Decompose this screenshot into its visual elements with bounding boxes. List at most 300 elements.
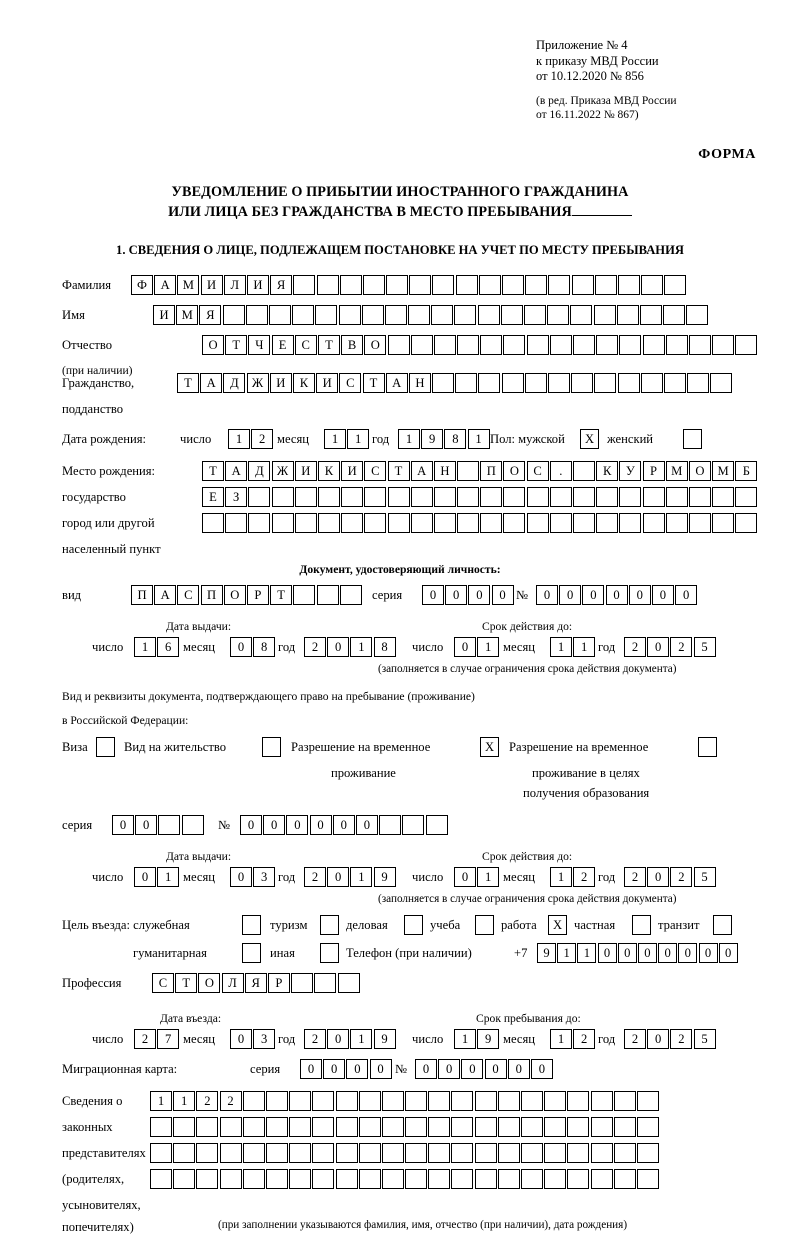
- char-cell[interactable]: [382, 1169, 404, 1189]
- char-cell[interactable]: [220, 1117, 242, 1137]
- char-cell[interactable]: [457, 335, 479, 355]
- char-cell[interactable]: [735, 335, 757, 355]
- char-cell[interactable]: 1: [550, 637, 572, 657]
- profession-boxes[interactable]: [152, 973, 361, 993]
- char-cell[interactable]: [386, 275, 408, 295]
- char-cell[interactable]: Н: [409, 373, 431, 393]
- char-cell[interactable]: [475, 1169, 497, 1189]
- char-cell[interactable]: Т: [202, 461, 224, 481]
- char-cell[interactable]: Р: [247, 585, 269, 605]
- char-cell[interactable]: [641, 275, 663, 295]
- char-cell[interactable]: 0: [370, 1059, 392, 1079]
- phone-boxes[interactable]: [537, 943, 739, 963]
- char-cell[interactable]: [544, 1169, 566, 1189]
- char-cell[interactable]: 8: [253, 637, 275, 657]
- char-cell[interactable]: [619, 335, 641, 355]
- doc-series-boxes[interactable]: [422, 585, 515, 605]
- char-cell[interactable]: [359, 1091, 381, 1111]
- char-cell[interactable]: [434, 513, 456, 533]
- char-cell[interactable]: 1: [477, 637, 499, 657]
- char-cell[interactable]: [573, 487, 595, 507]
- char-cell[interactable]: 1: [173, 1091, 195, 1111]
- char-cell[interactable]: [594, 373, 616, 393]
- char-cell[interactable]: [341, 513, 363, 533]
- char-cell[interactable]: [314, 973, 336, 993]
- char-cell[interactable]: О: [689, 461, 711, 481]
- char-cell[interactable]: [480, 487, 502, 507]
- purpose-business-checkbox[interactable]: [404, 915, 423, 935]
- char-cell[interactable]: М: [666, 461, 688, 481]
- purpose-private-checkbox[interactable]: [632, 915, 651, 935]
- char-cell[interactable]: [457, 513, 479, 533]
- char-cell[interactable]: 5: [694, 867, 716, 887]
- char-cell[interactable]: П: [480, 461, 502, 481]
- char-cell[interactable]: [266, 1091, 288, 1111]
- char-cell[interactable]: [202, 513, 224, 533]
- char-cell[interactable]: [457, 461, 479, 481]
- char-cell[interactable]: И: [201, 275, 223, 295]
- char-cell[interactable]: [312, 1117, 334, 1137]
- char-cell[interactable]: 0: [461, 1059, 483, 1079]
- char-cell[interactable]: [405, 1169, 427, 1189]
- permit-issue-month-boxes[interactable]: [230, 867, 276, 887]
- char-cell[interactable]: [428, 1169, 450, 1189]
- char-cell[interactable]: Р: [268, 973, 290, 993]
- char-cell[interactable]: Л: [222, 973, 244, 993]
- char-cell[interactable]: [225, 513, 247, 533]
- char-cell[interactable]: 1: [134, 637, 156, 657]
- char-cell[interactable]: С: [364, 461, 386, 481]
- char-cell[interactable]: [591, 1169, 613, 1189]
- doc-issue-month-boxes[interactable]: [230, 637, 276, 657]
- char-cell[interactable]: [289, 1143, 311, 1163]
- char-cell[interactable]: 1: [350, 637, 372, 657]
- citizenship-boxes[interactable]: [177, 373, 734, 393]
- char-cell[interactable]: 0: [327, 867, 349, 887]
- char-cell[interactable]: [689, 487, 711, 507]
- char-cell[interactable]: [480, 513, 502, 533]
- char-cell[interactable]: [521, 1117, 543, 1137]
- char-cell[interactable]: [550, 335, 572, 355]
- char-cell[interactable]: [478, 373, 500, 393]
- char-cell[interactable]: 1: [454, 1029, 476, 1049]
- char-cell[interactable]: А: [154, 585, 176, 605]
- char-cell[interactable]: П: [201, 585, 223, 605]
- char-cell[interactable]: [196, 1117, 218, 1137]
- char-cell[interactable]: [710, 373, 732, 393]
- char-cell[interactable]: 0: [678, 943, 697, 963]
- char-cell[interactable]: [596, 335, 618, 355]
- char-cell[interactable]: 2: [573, 1029, 595, 1049]
- char-cell[interactable]: 2: [624, 1029, 646, 1049]
- legal-rep-boxes-row4[interactable]: [150, 1169, 660, 1189]
- char-cell[interactable]: 0: [647, 637, 669, 657]
- char-cell[interactable]: 0: [230, 1029, 252, 1049]
- char-cell[interactable]: [336, 1143, 358, 1163]
- char-cell[interactable]: [735, 513, 757, 533]
- char-cell[interactable]: [666, 487, 688, 507]
- char-cell[interactable]: [479, 275, 501, 295]
- char-cell[interactable]: Е: [202, 487, 224, 507]
- char-cell[interactable]: [475, 1117, 497, 1137]
- doc-issue-day-boxes[interactable]: [134, 637, 180, 657]
- char-cell[interactable]: [735, 487, 757, 507]
- char-cell[interactable]: [457, 487, 479, 507]
- permit-issue-year-boxes[interactable]: [304, 867, 397, 887]
- char-cell[interactable]: 0: [719, 943, 738, 963]
- char-cell[interactable]: .: [550, 461, 572, 481]
- purpose-official-checkbox[interactable]: [242, 915, 261, 935]
- temp-residence-edu-checkbox[interactable]: [698, 737, 717, 757]
- char-cell[interactable]: [295, 513, 317, 533]
- char-cell[interactable]: 0: [415, 1059, 437, 1079]
- char-cell[interactable]: [312, 1169, 334, 1189]
- char-cell[interactable]: [498, 1169, 520, 1189]
- char-cell[interactable]: [220, 1169, 242, 1189]
- char-cell[interactable]: [339, 305, 361, 325]
- char-cell[interactable]: А: [200, 373, 222, 393]
- char-cell[interactable]: [289, 1117, 311, 1137]
- char-cell[interactable]: [527, 513, 549, 533]
- char-cell[interactable]: [498, 1091, 520, 1111]
- char-cell[interactable]: [243, 1169, 265, 1189]
- char-cell[interactable]: О: [198, 973, 220, 993]
- char-cell[interactable]: 2: [573, 867, 595, 887]
- char-cell[interactable]: [619, 487, 641, 507]
- char-cell[interactable]: [503, 335, 525, 355]
- char-cell[interactable]: [617, 305, 639, 325]
- char-cell[interactable]: [340, 275, 362, 295]
- char-cell[interactable]: 0: [346, 1059, 368, 1079]
- char-cell[interactable]: 0: [263, 815, 285, 835]
- char-cell[interactable]: [402, 815, 424, 835]
- char-cell[interactable]: У: [619, 461, 641, 481]
- char-cell[interactable]: [501, 305, 523, 325]
- char-cell[interactable]: 9: [374, 1029, 396, 1049]
- char-cell[interactable]: [243, 1143, 265, 1163]
- char-cell[interactable]: [150, 1169, 172, 1189]
- char-cell[interactable]: [388, 513, 410, 533]
- permit-valid-day-boxes[interactable]: [454, 867, 500, 887]
- char-cell[interactable]: [405, 1117, 427, 1137]
- char-cell[interactable]: 2: [670, 637, 692, 657]
- stay-month-boxes[interactable]: [550, 1029, 596, 1049]
- char-cell[interactable]: [527, 487, 549, 507]
- char-cell[interactable]: [173, 1169, 195, 1189]
- temp-residence-checkbox[interactable]: X: [480, 737, 499, 757]
- purpose-tourism-checkbox[interactable]: [320, 915, 339, 935]
- char-cell[interactable]: [502, 275, 524, 295]
- char-cell[interactable]: О: [364, 335, 386, 355]
- char-cell[interactable]: [502, 373, 524, 393]
- char-cell[interactable]: [266, 1143, 288, 1163]
- char-cell[interactable]: 0: [492, 585, 514, 605]
- char-cell[interactable]: [382, 1143, 404, 1163]
- purpose-other-checkbox[interactable]: [320, 943, 339, 963]
- char-cell[interactable]: [456, 275, 478, 295]
- char-cell[interactable]: 1: [550, 1029, 572, 1049]
- char-cell[interactable]: [712, 335, 734, 355]
- char-cell[interactable]: [478, 305, 500, 325]
- char-cell[interactable]: 0: [333, 815, 355, 835]
- char-cell[interactable]: 0: [445, 585, 467, 605]
- char-cell[interactable]: [614, 1143, 636, 1163]
- birth-state-boxes[interactable]: [202, 461, 759, 481]
- char-cell[interactable]: З: [225, 487, 247, 507]
- char-cell[interactable]: 0: [606, 585, 628, 605]
- char-cell[interactable]: [411, 487, 433, 507]
- char-cell[interactable]: Т: [225, 335, 247, 355]
- char-cell[interactable]: 2: [304, 867, 326, 887]
- char-cell[interactable]: [570, 305, 592, 325]
- char-cell[interactable]: [503, 513, 525, 533]
- char-cell[interactable]: Ф: [131, 275, 153, 295]
- char-cell[interactable]: 0: [300, 1059, 322, 1079]
- char-cell[interactable]: Я: [245, 973, 267, 993]
- char-cell[interactable]: 3: [253, 867, 275, 887]
- char-cell[interactable]: [454, 305, 476, 325]
- char-cell[interactable]: 1: [150, 1091, 172, 1111]
- char-cell[interactable]: [428, 1091, 450, 1111]
- char-cell[interactable]: Т: [270, 585, 292, 605]
- char-cell[interactable]: [388, 335, 410, 355]
- char-cell[interactable]: [567, 1117, 589, 1137]
- char-cell[interactable]: [382, 1091, 404, 1111]
- char-cell[interactable]: О: [224, 585, 246, 605]
- char-cell[interactable]: [432, 275, 454, 295]
- char-cell[interactable]: 0: [438, 1059, 460, 1079]
- char-cell[interactable]: [619, 513, 641, 533]
- legal-rep-boxes-row1[interactable]: [150, 1091, 660, 1111]
- char-cell[interactable]: [150, 1143, 172, 1163]
- char-cell[interactable]: 0: [652, 585, 674, 605]
- visa-checkbox[interactable]: [96, 737, 115, 757]
- char-cell[interactable]: [591, 1143, 613, 1163]
- birth-year-boxes[interactable]: [398, 429, 491, 449]
- char-cell[interactable]: 2: [670, 1029, 692, 1049]
- char-cell[interactable]: 1: [573, 637, 595, 657]
- char-cell[interactable]: [544, 1091, 566, 1111]
- char-cell[interactable]: [338, 973, 360, 993]
- char-cell[interactable]: [527, 335, 549, 355]
- char-cell[interactable]: 0: [531, 1059, 553, 1079]
- char-cell[interactable]: 0: [230, 867, 252, 887]
- char-cell[interactable]: [686, 305, 708, 325]
- char-cell[interactable]: 0: [135, 815, 157, 835]
- char-cell[interactable]: 0: [454, 867, 476, 887]
- char-cell[interactable]: [666, 335, 688, 355]
- char-cell[interactable]: [689, 513, 711, 533]
- char-cell[interactable]: [521, 1091, 543, 1111]
- char-cell[interactable]: [428, 1117, 450, 1137]
- char-cell[interactable]: [451, 1117, 473, 1137]
- birth-city-boxes[interactable]: [202, 487, 759, 507]
- char-cell[interactable]: 0: [582, 585, 604, 605]
- char-cell[interactable]: [594, 305, 616, 325]
- sex-male-checkbox[interactable]: X: [580, 429, 599, 449]
- sex-female-checkbox[interactable]: [683, 429, 702, 449]
- char-cell[interactable]: [550, 487, 572, 507]
- char-cell[interactable]: [266, 1117, 288, 1137]
- char-cell[interactable]: [173, 1143, 195, 1163]
- char-cell[interactable]: [434, 487, 456, 507]
- char-cell[interactable]: 8: [374, 637, 396, 657]
- char-cell[interactable]: М: [177, 275, 199, 295]
- char-cell[interactable]: [573, 461, 595, 481]
- char-cell[interactable]: [451, 1091, 473, 1111]
- patronymic-boxes[interactable]: [202, 335, 759, 355]
- char-cell[interactable]: К: [318, 461, 340, 481]
- stay-year-boxes[interactable]: [624, 1029, 717, 1049]
- char-cell[interactable]: 2: [134, 1029, 156, 1049]
- char-cell[interactable]: [666, 513, 688, 533]
- char-cell[interactable]: 1: [477, 867, 499, 887]
- char-cell[interactable]: 0: [468, 585, 490, 605]
- char-cell[interactable]: Д: [248, 461, 270, 481]
- char-cell[interactable]: М: [176, 305, 198, 325]
- char-cell[interactable]: Я: [270, 275, 292, 295]
- char-cell[interactable]: [317, 585, 339, 605]
- char-cell[interactable]: [405, 1143, 427, 1163]
- char-cell[interactable]: [243, 1091, 265, 1111]
- char-cell[interactable]: 5: [694, 1029, 716, 1049]
- char-cell[interactable]: [379, 815, 401, 835]
- char-cell[interactable]: [248, 513, 270, 533]
- char-cell[interactable]: [618, 275, 640, 295]
- char-cell[interactable]: 7: [157, 1029, 179, 1049]
- char-cell[interactable]: [364, 513, 386, 533]
- char-cell[interactable]: [385, 305, 407, 325]
- char-cell[interactable]: 9: [477, 1029, 499, 1049]
- char-cell[interactable]: 0: [638, 943, 657, 963]
- char-cell[interactable]: [173, 1117, 195, 1137]
- char-cell[interactable]: 1: [577, 943, 596, 963]
- char-cell[interactable]: [550, 513, 572, 533]
- char-cell[interactable]: [317, 275, 339, 295]
- char-cell[interactable]: [434, 335, 456, 355]
- char-cell[interactable]: 0: [310, 815, 332, 835]
- char-cell[interactable]: 0: [134, 867, 156, 887]
- doc-valid-year-boxes[interactable]: [624, 637, 717, 657]
- char-cell[interactable]: [359, 1169, 381, 1189]
- char-cell[interactable]: Б: [735, 461, 757, 481]
- char-cell[interactable]: [567, 1091, 589, 1111]
- char-cell[interactable]: [315, 305, 337, 325]
- char-cell[interactable]: Д: [223, 373, 245, 393]
- char-cell[interactable]: [637, 1117, 659, 1137]
- char-cell[interactable]: М: [712, 461, 734, 481]
- char-cell[interactable]: [567, 1143, 589, 1163]
- char-cell[interactable]: 0: [230, 637, 252, 657]
- char-cell[interactable]: [292, 305, 314, 325]
- char-cell[interactable]: 0: [618, 943, 637, 963]
- char-cell[interactable]: 1: [550, 867, 572, 887]
- char-cell[interactable]: [293, 275, 315, 295]
- char-cell[interactable]: [196, 1169, 218, 1189]
- char-cell[interactable]: [637, 1169, 659, 1189]
- char-cell[interactable]: [451, 1169, 473, 1189]
- char-cell[interactable]: [498, 1117, 520, 1137]
- char-cell[interactable]: [595, 275, 617, 295]
- char-cell[interactable]: С: [152, 973, 174, 993]
- char-cell[interactable]: [572, 275, 594, 295]
- char-cell[interactable]: 0: [559, 585, 581, 605]
- char-cell[interactable]: 2: [624, 867, 646, 887]
- char-cell[interactable]: [596, 487, 618, 507]
- char-cell[interactable]: Т: [175, 973, 197, 993]
- char-cell[interactable]: [475, 1143, 497, 1163]
- char-cell[interactable]: [498, 1143, 520, 1163]
- char-cell[interactable]: [289, 1091, 311, 1111]
- birth-month-boxes[interactable]: [324, 429, 370, 449]
- char-cell[interactable]: С: [527, 461, 549, 481]
- entry-day-boxes[interactable]: [134, 1029, 180, 1049]
- entry-month-boxes[interactable]: [230, 1029, 276, 1049]
- char-cell[interactable]: 0: [508, 1059, 530, 1079]
- birth-city-boxes-row2[interactable]: [202, 513, 759, 533]
- char-cell[interactable]: [503, 487, 525, 507]
- char-cell[interactable]: [641, 373, 663, 393]
- char-cell[interactable]: 0: [323, 1059, 345, 1079]
- purpose-transit-checkbox[interactable]: [713, 915, 732, 935]
- char-cell[interactable]: [689, 335, 711, 355]
- char-cell[interactable]: 1: [228, 429, 250, 449]
- permit-number-boxes[interactable]: [240, 815, 449, 835]
- permit-valid-year-boxes[interactable]: [624, 867, 717, 887]
- char-cell[interactable]: 0: [112, 815, 134, 835]
- char-cell[interactable]: [341, 487, 363, 507]
- char-cell[interactable]: [614, 1117, 636, 1137]
- char-cell[interactable]: [248, 487, 270, 507]
- char-cell[interactable]: [712, 487, 734, 507]
- char-cell[interactable]: [432, 373, 454, 393]
- char-cell[interactable]: С: [177, 585, 199, 605]
- char-cell[interactable]: Ж: [247, 373, 269, 393]
- char-cell[interactable]: 1: [324, 429, 346, 449]
- char-cell[interactable]: [614, 1169, 636, 1189]
- char-cell[interactable]: [687, 373, 709, 393]
- doc-number-boxes[interactable]: [536, 585, 698, 605]
- permit-series-boxes[interactable]: [112, 815, 205, 835]
- char-cell[interactable]: 1: [468, 429, 490, 449]
- char-cell[interactable]: О: [202, 335, 224, 355]
- char-cell[interactable]: Т: [318, 335, 340, 355]
- char-cell[interactable]: Я: [199, 305, 221, 325]
- char-cell[interactable]: [295, 487, 317, 507]
- surname-boxes[interactable]: [131, 275, 688, 295]
- char-cell[interactable]: [336, 1169, 358, 1189]
- char-cell[interactable]: [362, 305, 384, 325]
- legal-rep-boxes-row2[interactable]: [150, 1117, 660, 1137]
- char-cell[interactable]: Т: [388, 461, 410, 481]
- char-cell[interactable]: [272, 513, 294, 533]
- char-cell[interactable]: 6: [157, 637, 179, 657]
- char-cell[interactable]: [643, 335, 665, 355]
- char-cell[interactable]: [359, 1117, 381, 1137]
- char-cell[interactable]: [312, 1091, 334, 1111]
- char-cell[interactable]: 1: [347, 429, 369, 449]
- char-cell[interactable]: 1: [398, 429, 420, 449]
- char-cell[interactable]: И: [270, 373, 292, 393]
- char-cell[interactable]: [455, 373, 477, 393]
- char-cell[interactable]: [544, 1143, 566, 1163]
- char-cell[interactable]: И: [295, 461, 317, 481]
- char-cell[interactable]: 1: [350, 867, 372, 887]
- char-cell[interactable]: 0: [536, 585, 558, 605]
- migration-number-boxes[interactable]: [415, 1059, 554, 1079]
- char-cell[interactable]: [318, 487, 340, 507]
- stay-day-boxes[interactable]: [454, 1029, 500, 1049]
